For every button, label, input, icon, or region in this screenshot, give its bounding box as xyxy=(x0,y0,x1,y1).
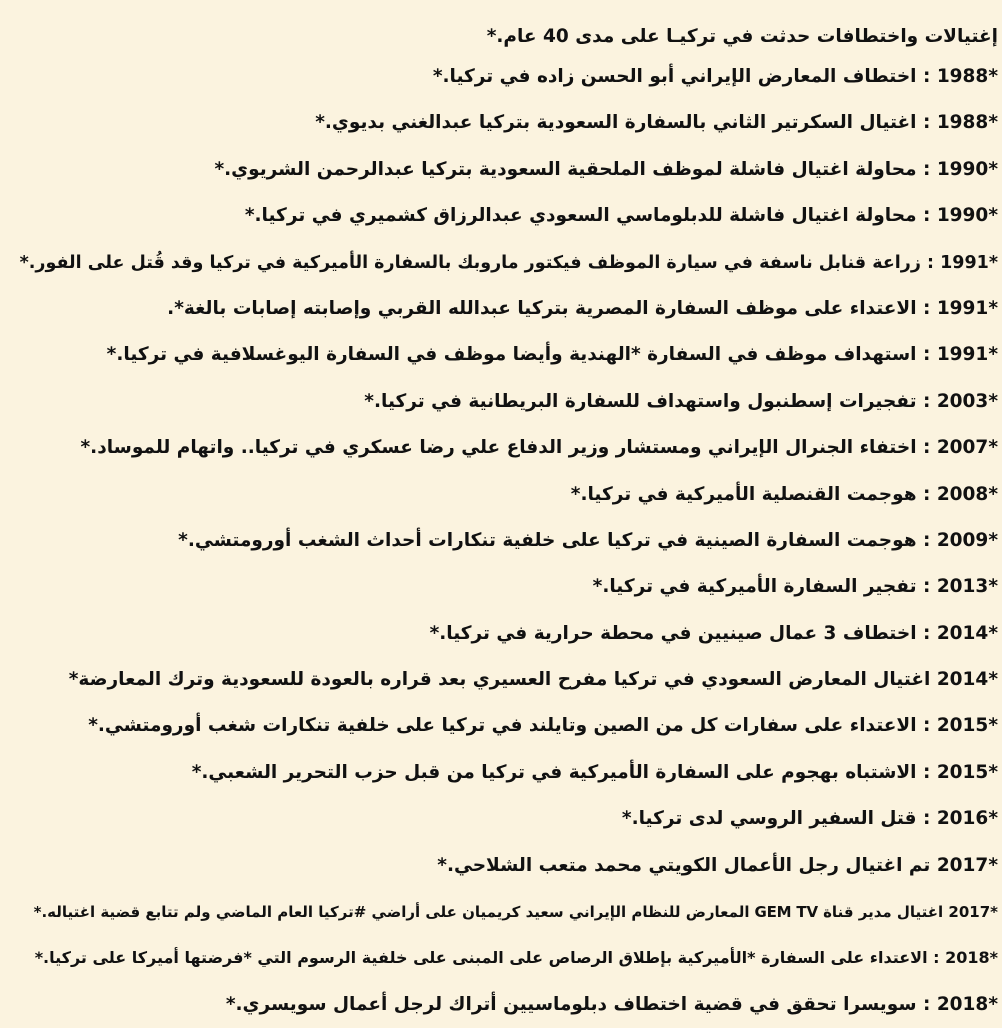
event-line: *2003 : تفجيرات إسطنبول واستهداف للسفارة البريطانية في تركيا.* xyxy=(364,390,998,412)
event-line: *2016 : قتل السفير الروسي لدى تركيا.* xyxy=(621,808,998,830)
event-line: *2014 : اختطاف 3 عمال صينيين في محطة حرارية في تركيا.* xyxy=(429,622,998,644)
event-line: *2017 تم اغتيال رجل الأعمال الكويتي محمد متعب الشلاحي.* xyxy=(437,854,998,876)
event-line: *2014 اغتيال المعارض السعودي في تركيا مفرح العسيري بعد قراره بالعودة للسعودية وترك المعارضة* xyxy=(68,669,998,691)
event-line: *1988 : اختطاف المعارض الإيراني أبو الحسن زاده في تركيا.* xyxy=(432,66,998,87)
document-title: إغتيالات واختطافات حدثت في تركيـا على مدى 40 عام.* xyxy=(486,26,998,47)
event-line: *2018 : الاعتداء على السفارة *الأميركية بإطلاق الرصاص على المبنى على خلفية الرسوم التي *فرضتها أميركا على تركيا.* xyxy=(34,948,998,968)
event-line: *1991 : استهداف موظف في السفارة *الهندية وأيضا موظف في السفارة اليوغسلافية في تركيا.* xyxy=(106,344,998,366)
event-line: *2009 : هوجمت السفارة الصينية في تركيا على خلفية تنكارات أحداث الشغب أورومتشي.* xyxy=(178,529,998,551)
event-line: *1988 : اغتيال السكرتير الثاني بالسفارة السعودية بتركيا عبدالغني بديوي.* xyxy=(315,112,998,134)
event-line: *1990 : محاولة اغتيال فاشلة للدبلوماسي السعودي عبدالرزاق كشميري في تركيا.* xyxy=(244,205,998,227)
event-line: *1990 : محاولة اغتيال فاشلة لموظف الملحقية السعودية بتركيا عبدالرحمن الشريوي.* xyxy=(214,158,998,180)
event-line: *2018 : سويسرا تحقق في قضية اختطاف دبلوماسيين أتراك لرجل أعمال سويسري.* xyxy=(225,993,998,1015)
event-line: *2013 : تفجير السفارة الأميركية في تركيا.* xyxy=(592,576,998,598)
event-line: *2015 : الاشتباه بهجوم على السفارة الأميركية في تركيا من قبل حزب التحرير الشعبي.* xyxy=(191,761,998,783)
event-line: *2015 : الاعتداء على سفارات كل من الصين وتايلند في تركيا على خلفية تنكارات شغب أورومتشي.* xyxy=(88,715,998,737)
event-line: *2008 : هوجمت القنصلية الأميركية في تركيا.* xyxy=(570,483,998,505)
event-line: *1991 : الاعتداء على موظف السفارة المصرية بتركيا عبدالله القربي وإصابته إصابات بالغة*. xyxy=(167,297,998,319)
event-line: *2017 اغتيال مدير قناة GEM TV المعارض للنظام الإيراني سعيد كريميان على أراضي #تركيا العام الماضي ولم تتابع قضية اغتياله.* xyxy=(33,903,998,922)
event-line: *1991 : زراعة قنابل ناسفة في سيارة الموظف فيكتور ماروبك بالسفارة الأميركية في تركيا وقد قُتل على الفور.* xyxy=(19,252,998,273)
event-line: *2007 : اختفاء الجنرال الإيراني ومستشار وزير الدفاع علي رضا عسكري في تركيا.. واتهام للموساد.* xyxy=(80,437,998,459)
